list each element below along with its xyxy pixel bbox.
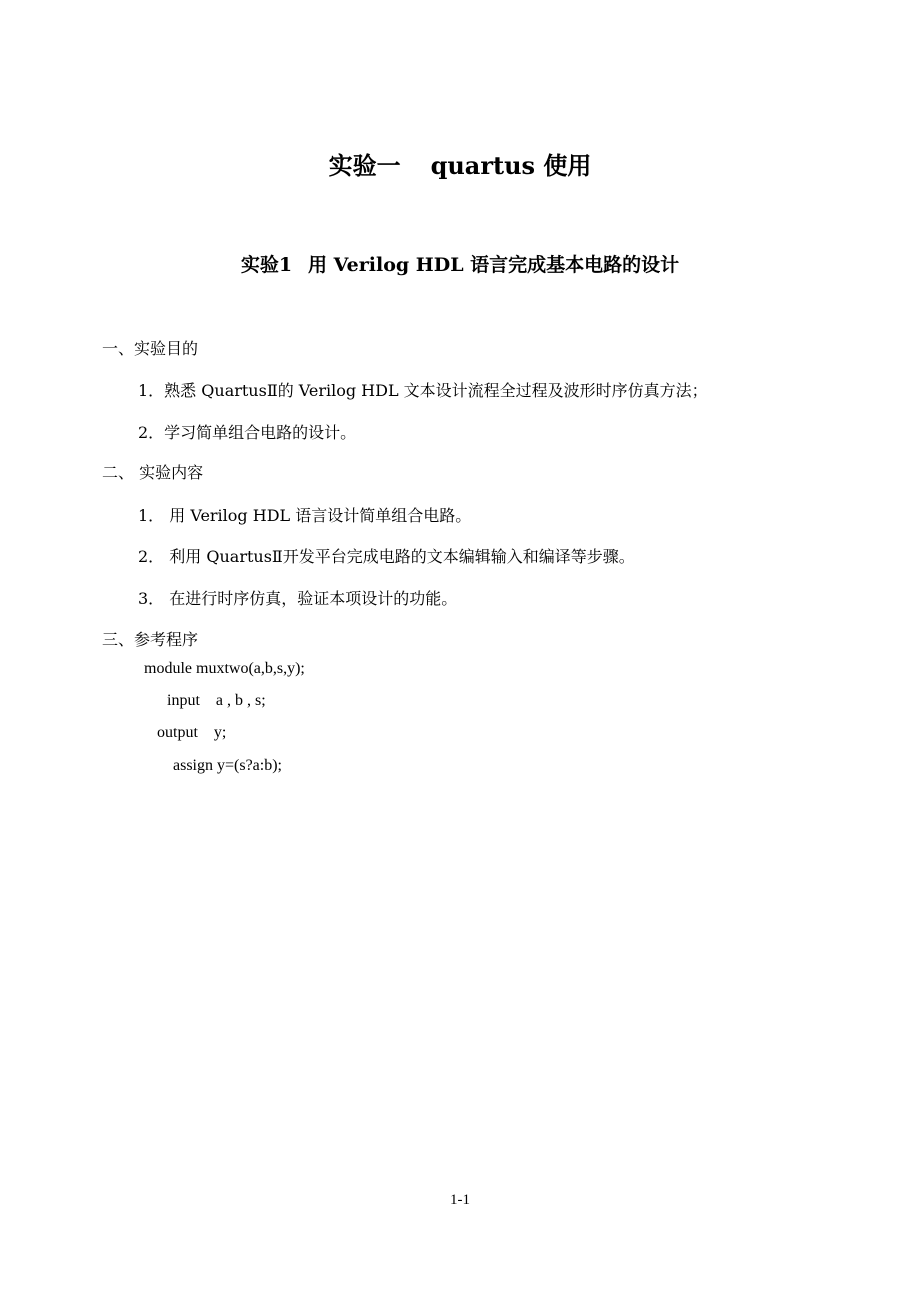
title-main: 实验一 xyxy=(328,151,401,180)
purpose-item-1: 1．熟悉 QuartusⅡ的 Verilog HDL 文本设计流程全过程及波形时序仿真方法； xyxy=(138,381,708,400)
code-line-assign: assign y=(s?a:b); xyxy=(173,757,282,774)
content-item-1: 1． 用 Verilog HDL 语言设计简单组合电路。 xyxy=(138,506,472,525)
experiment-subtitle xyxy=(0,250,920,277)
section-heading-content: 二、 实验内容 xyxy=(102,463,204,482)
section-heading-program: 三、参考程序 xyxy=(102,630,199,649)
section-heading-purpose: 一、实验目的 xyxy=(102,339,199,358)
content-item-3: 3． 在进行时序仿真，验证本项设计的功能。 xyxy=(138,589,458,608)
content-item-2: 2． 利用 QuartusⅡ开发平台完成电路的文本编辑输入和编译等步骤。 xyxy=(138,547,635,566)
subtitle-label: 实验1 xyxy=(240,254,293,276)
purpose-item-2: 2．学习简单组合电路的设计。 xyxy=(138,423,357,442)
title-suffix: quartus 使用 xyxy=(430,151,592,180)
document-title xyxy=(0,146,920,181)
code-line-output: output y; xyxy=(157,724,227,741)
code-line-module: module muxtwo(a,b,s,y); xyxy=(144,660,305,677)
subtitle-text: 用 Verilog HDL 语言完成基本电路的设计 xyxy=(308,254,680,276)
page-number: 1-1 xyxy=(450,1192,470,1208)
code-line-input: input a , b , s; xyxy=(167,692,266,709)
